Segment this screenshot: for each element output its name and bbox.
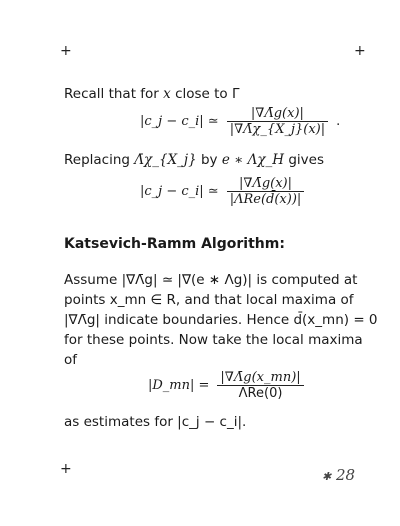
eq2-fraction (227, 176, 305, 207)
crop-mark-top-left: + (60, 43, 72, 59)
replacing-expr1: Λ̄χ_{X_j} (134, 152, 197, 168)
eq1-lhs: |c_j − c_i| ≃ (140, 114, 219, 129)
body-line: |∇Λ̄g| indicate boundaries. Hence d̄(x_mn) = 0 (64, 312, 378, 328)
crop-mark-bottom-left: + (60, 461, 72, 477)
body-line: Assume |∇Λ̄g| ≃ |∇(e ∗ Λg)| is computed at (64, 272, 358, 288)
intro-text: Recall that for (64, 86, 159, 102)
eq2-denominator: |ΛRe(d̄(x))| (227, 191, 305, 207)
eq1-denominator: |∇Λ̄χ_{X_j}(x)| (227, 121, 328, 137)
intro-line (64, 84, 240, 104)
eq3-numerator: |∇Λ̄g(x_mn)| (220, 370, 301, 385)
body-line: points x_mn ∈ R, and that local maxima of (64, 292, 354, 308)
intro-rest: close to Γ (175, 86, 240, 102)
body-line: for these points. Now take the local maxima (64, 332, 363, 348)
estimates-line: as estimates for |c_j − c_i|. (64, 414, 247, 430)
equation-1 (140, 106, 340, 137)
equation-2 (140, 176, 304, 207)
replacing-mid: by (200, 152, 218, 168)
replacing-expr2: e ∗ Λχ_H (221, 152, 285, 168)
eq1-tail: . (336, 114, 341, 129)
page-number (322, 466, 355, 484)
eq3-fraction (217, 370, 303, 401)
eq1-fraction (227, 106, 328, 137)
replacing-pre: Replacing (64, 152, 130, 168)
eq1-numerator: |∇Λ̄g(x)| (250, 106, 304, 121)
intro-variable: x (163, 86, 171, 102)
replacing-line (64, 150, 324, 170)
eq2-numerator: |∇Λ̄g(x)| (238, 176, 292, 191)
crop-mark-top-right: + (354, 43, 366, 59)
eq3-lhs: |D_mn| = (148, 378, 210, 393)
algorithm-heading: Katsevich-Ramm Algorithm: (64, 236, 285, 252)
equation-3 (148, 370, 304, 401)
replacing-post: gives (288, 152, 324, 168)
algorithm-body (64, 270, 378, 370)
body-line: of (64, 352, 78, 368)
eq2-lhs: |c_j − c_i| ≃ (140, 184, 219, 199)
page-number-text: 28 (336, 466, 356, 484)
scribble-mark-icon: ✱ (322, 470, 332, 483)
eq3-denominator: ΛRe(0) (217, 385, 303, 401)
